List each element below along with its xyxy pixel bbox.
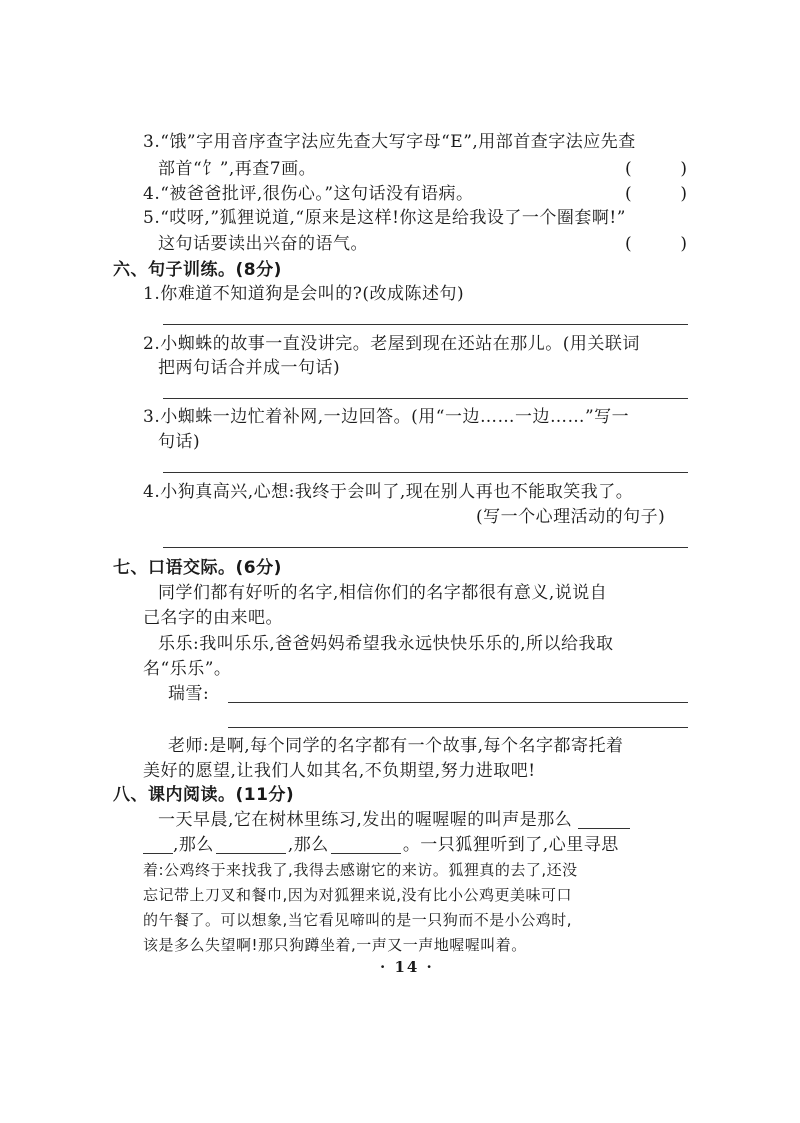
reading-line-2: ,那么 ,那么 。一只狐狸听到了,心里寻思: [143, 833, 619, 857]
page-number: · 14 ·: [380, 958, 434, 976]
sec7-intro-line2: 己名字的由来吧。: [143, 608, 283, 628]
sec7-ruixue-label: 瑞雪:: [168, 684, 210, 704]
reading-line-5: 的午餐了。可以想象,当它看见啼叫的是一只狗而不是小公鸡时,: [143, 911, 573, 929]
sec6-q4-line1: 4.小狗真高兴,心想:我终于会叫了,现在别人再也不能取笑我了。: [143, 482, 634, 502]
answer-paren-5[interactable]: ( ): [625, 234, 687, 254]
sec7-teacher-line2: 美好的愿望,让我们人如其名,不负期望,努力进取吧!: [143, 761, 536, 781]
judge-item-3-line1: 3.“饿”字用音序查字法应先查大写字母“E”,用部首查字法应先查: [143, 132, 636, 152]
sec7-teacher-line1: 老师:是啊,每个同学的名字都有一个故事,每个名字都寄托着: [168, 736, 624, 756]
answer-line-q3[interactable]: [163, 472, 688, 473]
sec7-lele-line1: 乐乐:我叫乐乐,爸爸妈妈希望我永远快快乐乐的,所以给我取: [158, 634, 614, 654]
answer-paren-3[interactable]: ( ): [625, 159, 687, 179]
reading-blank-1[interactable]: [578, 810, 630, 829]
reading-line-1: 一天早晨,它在树林里练习,发出的喔喔喔的叫声是那么: [158, 808, 630, 832]
sec6-q2-line2: 把两句话合并成一句话): [158, 358, 341, 378]
reading-line-4: 忘记带上刀叉和餐巾,因为对狐狸来说,没有比小公鸡更美味可口: [143, 886, 573, 904]
reading-line-3: 着:公鸡终于来找我了,我得去感谢它的来访。狐狸真的去了,还没: [143, 861, 578, 879]
sec6-q1: 1.你难道不知道狗是会叫的?(改成陈述句): [143, 284, 465, 304]
judge-item-3-line2: 部首“饣”,再查7画。: [158, 159, 317, 179]
section-8-title: 八、课内阅读。(11分): [113, 785, 295, 805]
answer-paren-4[interactable]: ( ): [625, 184, 687, 204]
sec6-q2-line1: 2.小蜘蛛的故事一直没讲完。老屋到现在还站在那儿。(用关联词: [143, 334, 640, 354]
section-6-title: 六、句子训练。(8分): [113, 260, 282, 280]
reading-line-6: 该是多么失望啊!那只狗蹲坐着,一声又一声地喔喔叫着。: [143, 936, 527, 954]
answer-line-ruixue-2[interactable]: [228, 727, 688, 728]
reading-blank-3[interactable]: [331, 835, 401, 854]
sec7-intro-line1: 同学们都有好听的名字,相信你们的名字都很有意义,说说自: [158, 583, 608, 603]
sec6-q3-line1: 3.小蜘蛛一边忙着补网,一边回答。(用“一边……一边……”写一: [143, 407, 630, 427]
judge-item-5-line1: 5.“哎呀,”狐狸说道,“原来是这样!你这是给我设了一个圈套啊!”: [143, 208, 626, 228]
reading-blank-2[interactable]: [216, 835, 286, 854]
answer-line-q4[interactable]: [163, 547, 688, 548]
sec7-lele-line2: 名“乐乐”。: [143, 659, 232, 679]
judge-item-4: 4.“被爸爸批评,很伤心。”这句话没有语病。: [143, 184, 474, 204]
reading-blank-1-cont[interactable]: [143, 835, 173, 854]
answer-line-ruixue-1[interactable]: [228, 702, 688, 703]
judge-item-5-line2: 这句话要读出兴奋的语气。: [158, 234, 368, 254]
answer-line-q2[interactable]: [163, 398, 688, 399]
sec6-q3-line2: 句话): [158, 432, 201, 452]
sec6-q4-line2: (写一个心理活动的句子): [476, 507, 666, 527]
section-7-title: 七、口语交际。(6分): [113, 558, 282, 578]
answer-line-q1[interactable]: [163, 324, 688, 325]
